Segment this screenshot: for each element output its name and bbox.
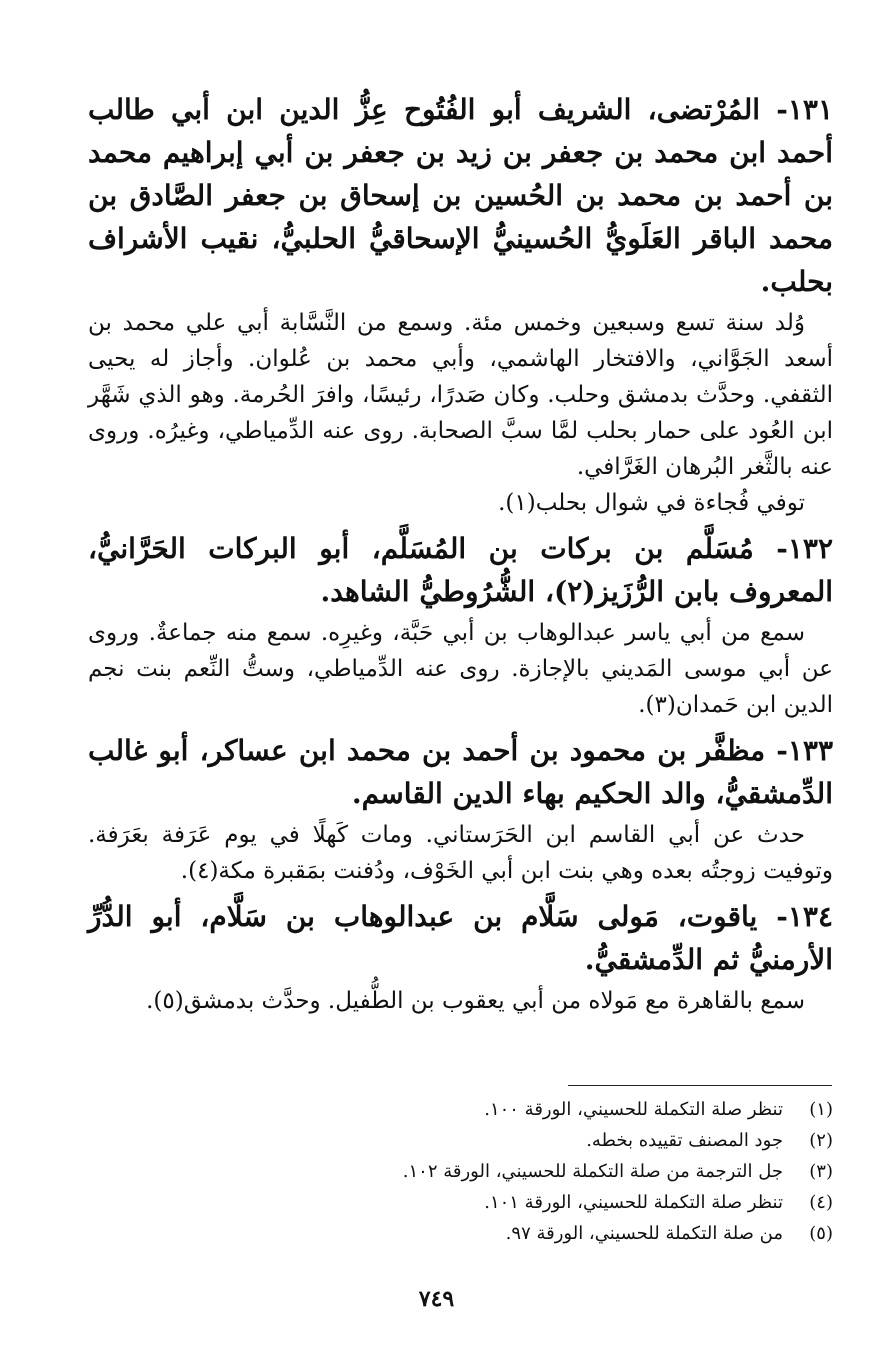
- footnote-divider: [568, 1085, 832, 1086]
- entry-body: [88, 817, 833, 889]
- entry-131: [88, 88, 833, 521]
- entry-heading: ١٣٢- مُسَلَّم بن بركات بن المُسَلَّم، أبو البركات الحَرَّانيُّ، المعروف بابن الرُّزَيز(٢)، الشُّرُوطيُّ الشاهد.: [88, 532, 833, 608]
- footnote: [273, 1125, 833, 1156]
- entry-paragraph: وُلد سنة تسع وسبعين وخمس مئة. وسمع من النَّسَّابة أبي علي محمد بن أسعد الجَوَّاني، والافتخار الهاشمي، وأبي محمد بن عُلوان. وأجاز له يحيى الثقفي. وحدَّث بدمشق وحلب. وكان صَدرًا، رئيسًا، وافرَ الحُرمة. وهو الذي شَهَّر ابن العُود على حمار بحلب لمَّا سبَّ الصحابة. روى عنه الدِّمياطي، وغيرُه. وروى عنه بالثَّغر البُرهان الغَرَّافي.: [88, 310, 833, 480]
- entry-body: [88, 615, 833, 723]
- entry-132: [88, 527, 833, 723]
- footnote-number: (٥): [809, 1223, 833, 1244]
- footnote-number: (٣): [809, 1161, 833, 1182]
- footnote-text: تنظر صلة التكملة للحسيني، الورقة ١٠٠.: [484, 1099, 783, 1120]
- entry-134: [88, 895, 833, 1019]
- entry-heading: ١٣١- المُرْتضى، الشريف أبو الفُتُوح عِزُّ الدين ابن أبي طالب أحمد ابن محمد بن جعفر بن زيد بن جعفر بن أبي إبراهيم محمد بن أحمد بن محمد بن الحُسين بن إسحاق بن جعفر الصَّادق بن محمد الباقر العَلَويُّ الحُسينيُّ الإسحاقيُّ الحلبيُّ، نقيب الأشراف بحلب.: [88, 93, 834, 298]
- footnote-number: (١): [809, 1099, 833, 1120]
- footnote: [273, 1156, 833, 1187]
- entry-paragraph: حدث عن أبي القاسم ابن الحَرَستاني. ومات كَهلًا في يوم عَرَفة بعَرَفة. وتوفيت زوجتُه بعده وهي بنت ابن أبي الخَوْف، ودُفنت بمَقبرة مكة(٤).: [88, 822, 833, 884]
- footnote-text: جود المصنف تقييده بخطه.: [586, 1130, 783, 1151]
- page-number: ٧٤٩: [418, 1286, 455, 1312]
- footnote: [273, 1218, 833, 1249]
- footnote-number: (٤): [809, 1192, 833, 1213]
- footnote-text: من صلة التكملة للحسيني، الورقة ٩٧.: [505, 1223, 783, 1244]
- entry-paragraph: سمع بالقاهرة مع مَولاه من أبي يعقوب بن الطُّفيل. وحدَّث بدمشق(٥).: [146, 988, 805, 1014]
- footnote-number: (٢): [809, 1130, 833, 1151]
- footnotes: [273, 1094, 833, 1249]
- footnote: [273, 1094, 833, 1125]
- entry-133: [88, 729, 833, 889]
- entry-paragraph: سمع من أبي ياسر عبدالوهاب بن أبي حَبَّة، وغيرِه. سمع منه جماعةٌ. وروى عن أبي موسى المَديني بالإجازة. روى عنه الدِّمياطي، وستُّ النِّعم بنت نجم الدين ابن حَمدان(٣).: [88, 620, 833, 718]
- footnote-text: تنظر صلة التكملة للحسيني، الورقة ١٠١.: [484, 1192, 783, 1213]
- entry-body: [88, 305, 833, 521]
- footnote-text: جل الترجمة من صلة التكملة للحسيني، الورقة ١٠٢.: [402, 1161, 783, 1182]
- footnote: [273, 1187, 833, 1218]
- entry-body: [88, 983, 833, 1019]
- entry-heading: ١٣٣- مظفَّر بن محمود بن أحمد بن محمد ابن عساكر، أبو غالب الدِّمشقيُّ، والد الحكيم بهاء الدين القاسم.: [88, 734, 833, 810]
- page-content: [88, 88, 833, 1025]
- entry-paragraph: توفي فُجاءة في شوال بحلب(١).: [498, 490, 805, 516]
- entry-heading: ١٣٤- ياقوت، مَولى سَلَّام بن عبدالوهاب بن سَلَّام، أبو الدُّرِّ الأرمنيُّ ثم الدِّمشقيُّ.: [88, 900, 833, 976]
